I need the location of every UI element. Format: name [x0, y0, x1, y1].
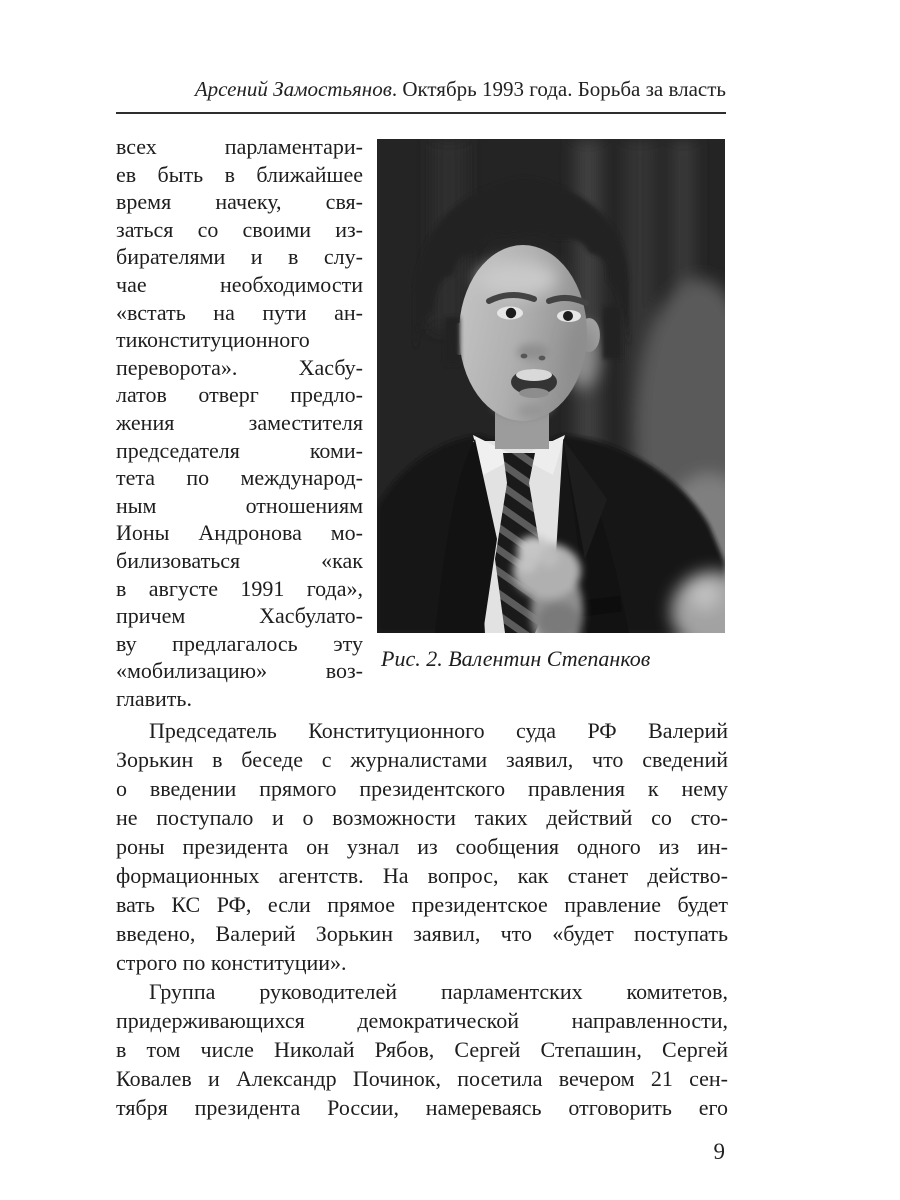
- text-line: Ионы Андронова мо-: [116, 520, 363, 546]
- running-header: [116, 76, 726, 102]
- text-line: тября президента России, намереваясь отговорить его: [116, 1095, 728, 1120]
- paragraph-committee-group: [116, 977, 728, 1122]
- header-author: Арсений Замостьянов: [194, 77, 392, 101]
- text-line: председателя коми-: [116, 437, 363, 463]
- text-line: о введении прямого президентского правления к нему: [116, 776, 728, 801]
- text-line: не поступало и о возможности таких действий со сто-: [116, 805, 728, 830]
- text-line: в том числе Николай Рябов, Сергей Степашин, Сергей: [116, 1037, 728, 1062]
- text-line: в августе 1991 года»,: [116, 575, 363, 601]
- header-rule: [116, 112, 726, 114]
- text-line: всех парламентари-: [116, 134, 363, 159]
- text-line: роны президента он узнал из сообщения одного из ин-: [116, 834, 728, 859]
- text-line: ву предлагалось эту: [116, 630, 363, 656]
- page-number: 9: [713, 1139, 725, 1164]
- text-line: главить.: [116, 685, 192, 711]
- text-line: бирателями и в слу-: [116, 244, 363, 270]
- text-line: «мобилизацию» воз-: [116, 658, 363, 684]
- text-line: Председатель Конституционного суда РФ Валерий: [149, 718, 728, 743]
- text-line: «встать на пути ан-: [116, 299, 363, 325]
- figure-caption: Рис. 2. Валентин Степанков: [381, 646, 651, 671]
- text-line: тета по международ-: [116, 465, 363, 491]
- text-line: формационных агентств. На вопрос, как станет действо-: [116, 863, 728, 888]
- text-line: придерживающихся демократической направленности,: [116, 1008, 728, 1033]
- text-line: ев быть в ближайшее: [116, 161, 363, 187]
- text-line: введено, Валерий Зорькин заявил, что «будет поступать: [116, 921, 728, 946]
- text-line: чае необходимости: [116, 271, 363, 297]
- header-title: . Октябрь 1993 года. Борьба за власть: [391, 77, 726, 101]
- text-line: тиконституционного: [116, 327, 310, 353]
- body-copy: [116, 716, 728, 1122]
- text-line: заться со своими из-: [116, 216, 363, 242]
- text-line: латов отверг предло-: [116, 382, 363, 408]
- text-line: ным отношениям: [116, 492, 363, 518]
- text-line: переворота». Хасбу-: [116, 354, 363, 380]
- text-line: жения заместителя: [116, 409, 363, 435]
- figure-2: [377, 139, 725, 672]
- text-line: Зорькин в беседе с журналистами заявил, что сведений: [116, 747, 728, 772]
- left-text-column: [116, 133, 363, 712]
- text-line: Группа руководителей парламентских комитетов,: [149, 979, 728, 1004]
- photo-valentin-stepankov: [377, 139, 725, 633]
- text-line: билизоваться «как: [116, 547, 363, 573]
- text-line: время начеку, свя-: [116, 189, 363, 215]
- paragraph-zorkin: [116, 716, 728, 977]
- text-line: Ковалев и Александр Починок, посетила вечером 21 сен-: [116, 1066, 728, 1091]
- text-line: причем Хасбулато-: [116, 603, 363, 629]
- text-line: вать КС РФ, если прямое президентское правление будет: [116, 892, 728, 917]
- text-line: строго по конституции».: [116, 950, 347, 975]
